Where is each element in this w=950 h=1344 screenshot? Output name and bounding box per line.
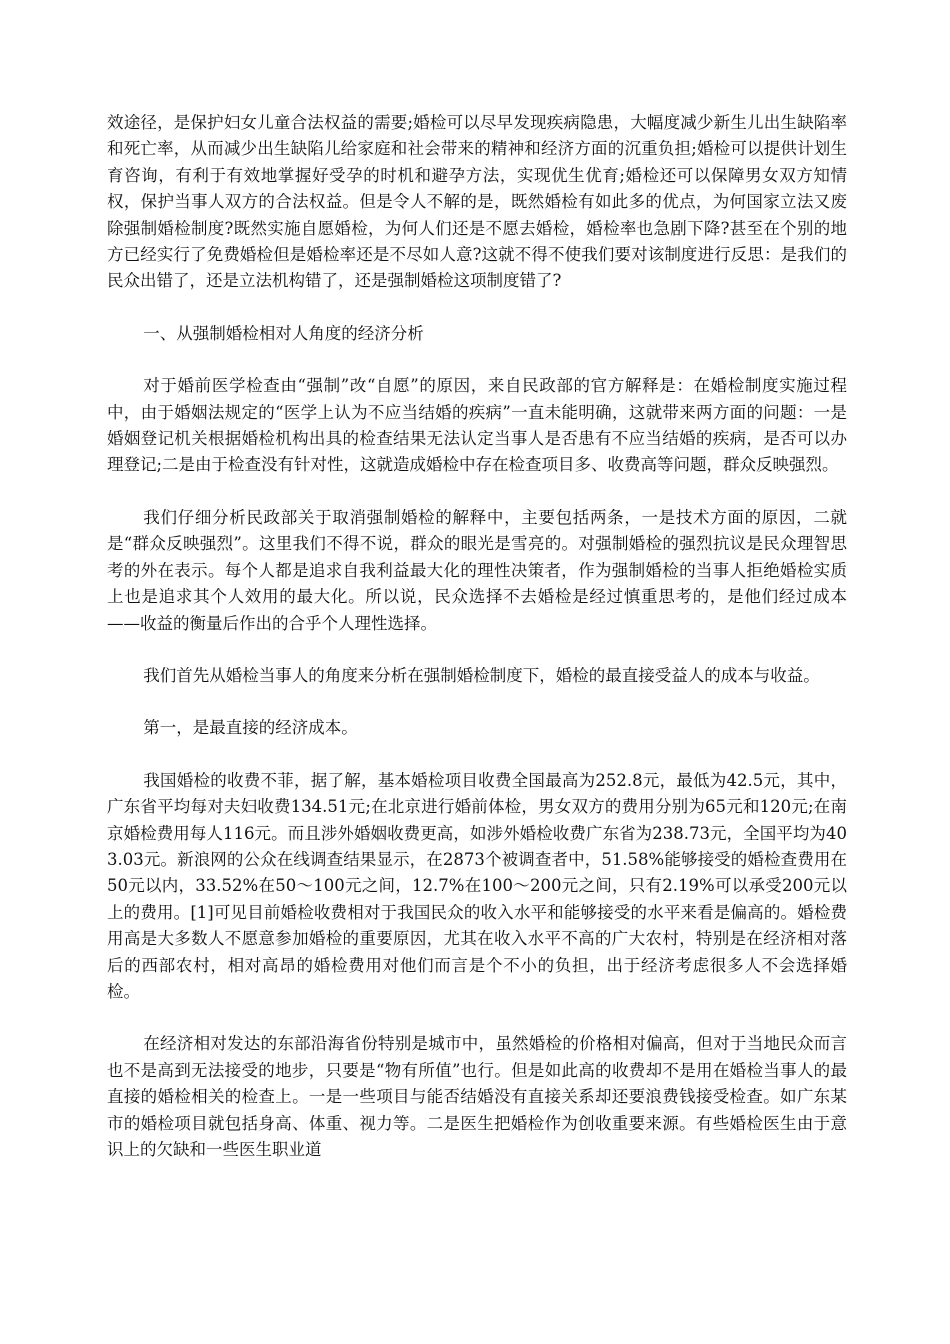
paragraph-intro-continued: 效途径，是保护妇女儿童合法权益的需要;婚检可以尽早发现疾病隐患，大幅度减少新生儿出生缺陷率和死亡率，从而减少出生缺陷儿给家庭和社会带来的精神和经济方面的沉重负担;婚检可以提供计划生育咨询，有利于有效地掌握好受孕的时机和避孕方法，实现优生优育;婚检还可以保障男女双方知情权，保护当事人双方的合法权益。但是令人不解的是，既然婚检有如此多的优点，为何国家立法又废除强制婚检制度?既然实施自愿婚检，为何人们还是不愿去婚检，婚检率也急剧下降?甚至在个别的地方已经实行了免费婚检但是婚检率还是不尽如人意?这就不得不使我们要对该制度进行反思：是我们的民众出错了，还是立法机构错了，还是强制婚检这项制度错了? [107,113,847,291]
paragraph-fees: 我国婚检的收费不菲，据了解，基本婚检项目收费全国最高为252.8元，最低为42.5元，其中，广东省平均每对夫妇收费134.51元;在北京进行婚前体检，男女双方的费用分别为65元和120元;在南京婚检费用每人116元。而且涉外婚姻收费更高，如涉外婚检收费广东省为238.73元，全国平均为403.03元。新浪网的公众在线调查结果显示，在2873个被调查者中，51.58%能够接受的婚检查费用在50元以内，33.52%在50～100元之间，12.7%在100～200元之间，只有2.19%可以承受200元以上的费用。[1]可见目前婚检收费相对于我国民众的收入水平和能够接受的水平来看是偏高的。婚检费用高是大多数人不愿意参加婚检的重要原因，尤其在收入水平不高的广大农村，特别是在经济相对落后的西部农村，相对高昂的婚检费用对他们而言是个不小的负担，出于经济考虑很多人不会选择婚检。 [107,770,847,1001]
paragraph-analysis: 我们仔细分析民政部关于取消强制婚检的解释中，主要包括两条，一是技术方面的原因，二就是“群众反映强烈”。这里我们不得不说，群众的眼光是雪亮的。对强制婚检的强烈抗议是民众理智思考的外在表示。每个人都是追求自我利益最大化的理性决策者，作为强制婚检的当事人拒绝婚检实质上也是追求其个人效用的最大化。所以说，民众选择不去婚检是经过慎重思考的，是他们经过成本——收益的衡量后作出的合乎个人理性选择。 [107,507,847,633]
document-page [107,110,847,1189]
paragraph-cost-benefit: 我们首先从婚检当事人的角度来分析在强制婚检制度下，婚检的最直接受益人的成本与收益。 [143,665,820,685]
paragraph-official-explanation: 对于婚前医学检查由“强制”改“自愿”的原因，来自民政部的官方解释是：在婚检制度实施过程中，由于婚姻法规定的“医学上认为不应当结婚的疾病”一直未能明确，这就带来两方面的问题：一是婚姻登记机关根据婚检机构出具的检查结果无法认定当事人是否患有不应当结婚的疾病，是否可以办理登记;二是由于检查没有针对性，这就造成婚检中存在检查项目多、收费高等问题，群众反映强烈。 [107,376,847,475]
section-heading: 一、从强制婚检相对人角度的经济分析 [143,323,424,343]
paragraph-eastern-provinces: 在经济相对发达的东部沿海省份特别是城市中，虽然婚检的价格相对偏高，但对于当地民众而言也不是高到无法接受的地步，只要是“物有所值”也行。但是如此高的收费却不是用在婚检当事人的最直接的婚检相关的检查上。一是一些项目与能否结婚没有直接关系却还要浪费钱接受检查。如广东某市的婚检项目就包括身高、体重、视力等。二是医生把婚检作为创收重要来源。有些婚检医生由于意识上的欠缺和一些医生职业道 [107,1034,847,1159]
paragraph-first-point: 第一，是最直接的经济成本。 [143,718,358,738]
